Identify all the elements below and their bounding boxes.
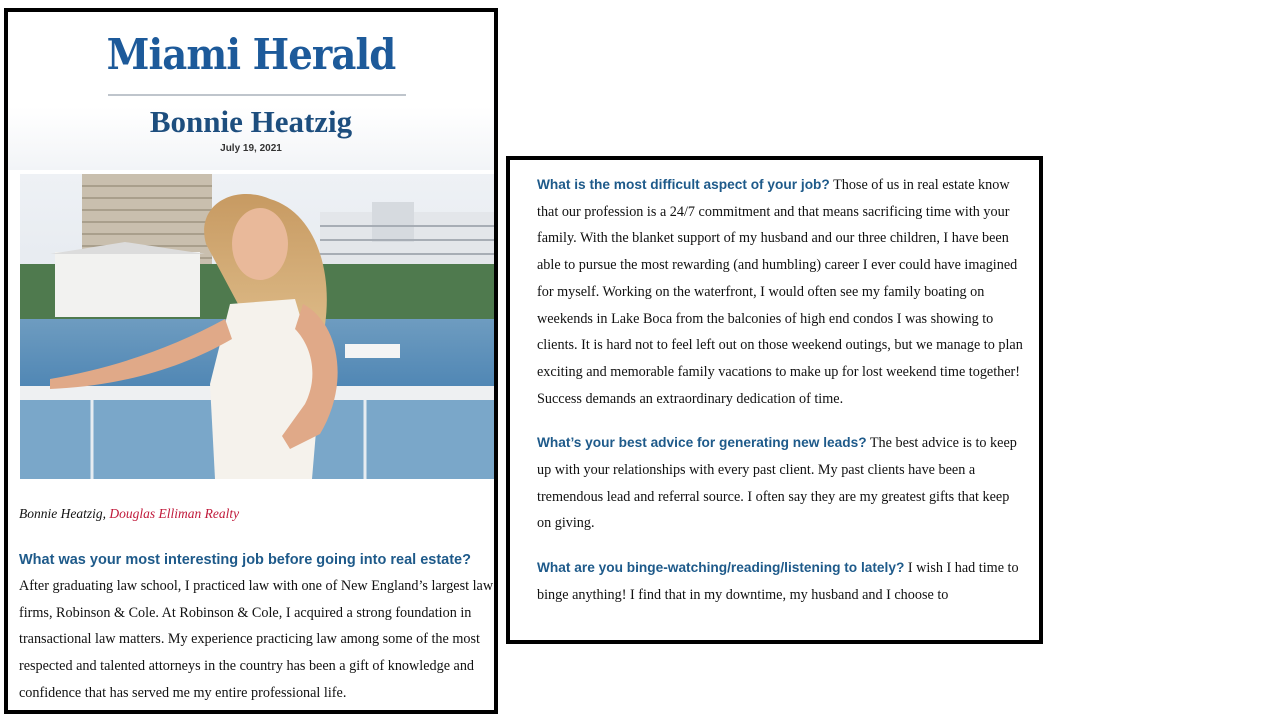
- question-heading: What are you binge-watching/reading/listening to lately?: [537, 560, 905, 576]
- photo-caption: [19, 506, 239, 522]
- header-divider: [108, 94, 406, 96]
- article-date: July 19, 2021: [220, 143, 282, 154]
- answer-text: I wish I had time to binge anything! I find that in my downtime, my husband and I choose to: [537, 560, 1019, 603]
- answer-text: The best advice is to keep up with your relationships with every past client. My past clients have been a tremendous lead and referral source. I often say they are my greatest gifts that keep on giving.: [537, 435, 1017, 532]
- qa-block-2: [537, 172, 1027, 412]
- qa-block-3: [537, 430, 1027, 537]
- caption-firm-link[interactable]: Douglas Elliman Realty: [109, 506, 240, 521]
- article-page-right: [506, 156, 1043, 644]
- answer-text: After graduating law school, I practiced law with one of New England’s largest law firms, Robinson & Cole. At Robinson & Cole, I acquired a strong foundation in transactional law matters. My experience practicing law among some of the most respected and talented attorneys in the country has been a gift of knowledge and confidence that has served me my entire professional life.: [19, 578, 494, 701]
- profile-photo: [20, 174, 495, 479]
- question-heading: What is the most difficult aspect of your job?: [537, 177, 830, 192]
- newspaper-logo: Miami Herald: [106, 30, 396, 79]
- article-header: [8, 12, 494, 170]
- caption-name: Bonnie Heatzig,: [19, 506, 106, 521]
- qa-block-1: [19, 548, 497, 707]
- answer-text: Those of us in real estate know that our profession is a 24/7 commitment and that means sacrificing time with your family. With the blanket support of my husband and our three children, I have been able to pursue the most rewarding (and humbling) career I ever could have imagined for myself. Working on the waterfront, I would often see my family boating on weekends in Lake Boca from the balconies of high end condos I was showing to clients. It is hard not to feel left out on those weekend outings, but we manage to plan exciting and memorable family vacations to make up for lost weekend time together! Success demands an extraordinary dedication of time.: [537, 177, 1023, 407]
- qa-block-4: [537, 555, 1027, 608]
- article-title: Bonnie Heatzig: [149, 104, 353, 139]
- question-heading: What’s your best advice for generating new leads?: [537, 435, 867, 451]
- article-page-left: [4, 8, 498, 714]
- question-heading: What was your most interesting job before going into real estate?: [19, 552, 471, 568]
- qa-continued: [537, 172, 1027, 627]
